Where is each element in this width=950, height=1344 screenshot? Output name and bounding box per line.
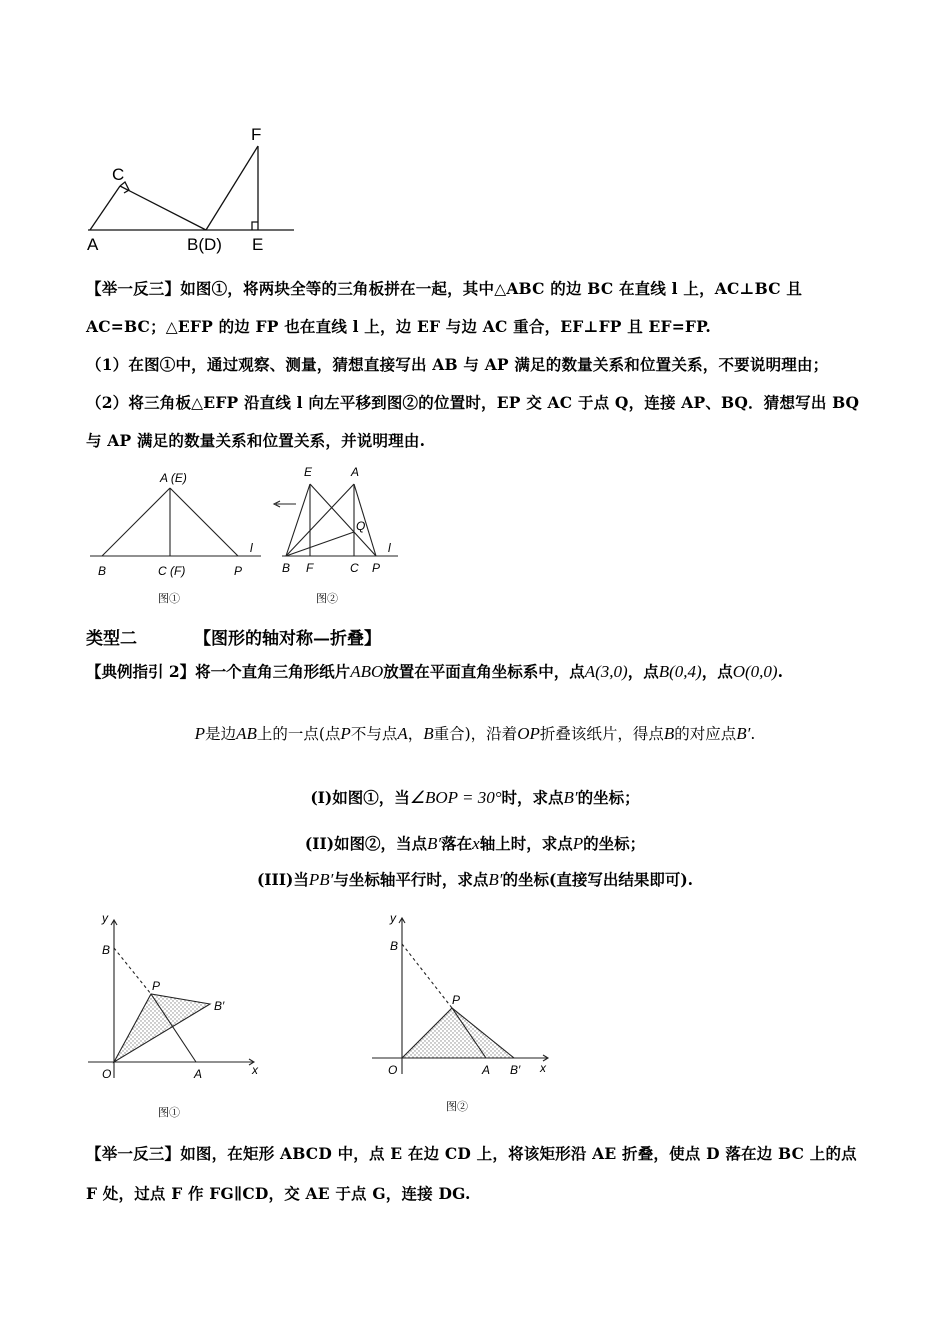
part2-pre: (II)如图②，当点 xyxy=(304,834,428,853)
figure-pair-2-fig2 xyxy=(368,908,568,1118)
fig2-label-b: B xyxy=(282,561,291,575)
problem2-text xyxy=(86,1134,876,1214)
part1-post: 时，求点 xyxy=(501,788,564,807)
figure-pair-2-fig1 xyxy=(84,908,274,1128)
f3-caption: 图① xyxy=(158,1107,180,1119)
figure-pair-1 xyxy=(86,464,406,614)
f3-label-b: B xyxy=(102,943,111,957)
problem1-q2-line1: （2）将三角板△EFP 沿直线 l 向左平移到图②的位置时，EP 交 AC 于点 Q，连接 AP、BQ．猜想写出 BQ xyxy=(86,393,860,412)
part1-line xyxy=(0,786,950,808)
part3-mid: 与坐标轴平行时，求点 xyxy=(333,870,489,889)
example2-point-b: B(0,4) xyxy=(658,662,702,681)
example2-point-o: O(0,0) xyxy=(732,662,778,681)
section-type-label: 类型二 xyxy=(86,629,137,649)
part2-line xyxy=(0,832,950,854)
part1-bp: B′ xyxy=(563,788,578,807)
f4-label-y: y xyxy=(390,911,396,925)
f3-label-x: x xyxy=(252,1063,258,1077)
part1-pre: (I)如图①，当 xyxy=(310,788,410,807)
part2-bp: B′ xyxy=(427,834,442,853)
f4-label-x: x xyxy=(540,1061,546,1075)
f4-label-o: O xyxy=(388,1063,398,1077)
figure-top xyxy=(80,118,300,258)
part3-pb: PB′ xyxy=(308,870,334,889)
p-line-bp: B′ xyxy=(736,724,751,743)
label-a: A xyxy=(87,235,99,254)
problem1-line1: 【举一反三】如图①，将两块全等的三角板拼在一起，其中△ABC 的边 BC 在直线 l 上，AC⊥BC 且 xyxy=(86,279,803,298)
p-line-p2: P xyxy=(340,724,351,743)
p-line-b: B xyxy=(423,724,434,743)
f3-label-a: A xyxy=(194,1067,203,1081)
fig2-label-p: P xyxy=(372,561,381,575)
f3-label-p: P xyxy=(152,979,161,993)
example2-prefix: 【典例指引 2】将一个直角三角形纸片 xyxy=(86,662,351,681)
example2-sep1: ，点 xyxy=(627,662,659,681)
fig1-label-cf: C (F) xyxy=(158,564,186,578)
part1-angle: ∠BOP = 30° xyxy=(409,788,502,807)
fig2-label-q: Q xyxy=(356,519,366,533)
fig1-label-p: P xyxy=(234,564,243,578)
p-line-a: A xyxy=(397,724,408,743)
fig1-label-ae: A (E) xyxy=(160,471,187,485)
problem2-line1: 【举一反三】如图，在矩形 ABCD 中，点 E 在边 CD 上，将该矩形沿 AE 折叠，使点 D 落在边 BC 上的点 xyxy=(86,1144,857,1163)
f4-label-bprime: B′ xyxy=(510,1063,521,1077)
f3-label-bprime: B′ xyxy=(214,999,225,1013)
fig1-label-b: B xyxy=(98,564,107,578)
example2-tri: ABO xyxy=(350,662,384,681)
f3-label-y: y xyxy=(102,911,108,925)
fig2-caption: 图② xyxy=(316,593,338,605)
part3-end: 的坐标(直接写出结果即可). xyxy=(502,870,694,889)
example2-end: . xyxy=(777,662,783,681)
label-f: F xyxy=(251,125,262,144)
problem1-text xyxy=(86,270,876,460)
label-c: C xyxy=(112,165,125,184)
p-line-t6: 折叠该纸片，得点 xyxy=(539,725,664,743)
part2-x: x xyxy=(472,834,480,853)
part2-p: P xyxy=(572,834,584,853)
part2-end: 的坐标； xyxy=(583,834,646,853)
p-line-b2: B xyxy=(663,724,675,743)
p-line-t3: 不与点 xyxy=(350,725,398,743)
label-e: E xyxy=(252,235,264,254)
part3-pre: (III)当 xyxy=(256,870,309,889)
p-line-t4: ， xyxy=(407,725,424,743)
p-line-t2: 上的一点(点 xyxy=(256,725,341,743)
problem1-q1: （1）在图①中，通过观察、测量，猜想直接写出 AB 与 AP 满足的数量关系和位置关系，不要说明理由； xyxy=(86,355,829,374)
p-line-ab: AB xyxy=(236,724,257,743)
fig2-label-f: F xyxy=(306,561,314,575)
part3-bp: B′ xyxy=(488,870,503,889)
part2-mid2: 轴上时，求点 xyxy=(479,834,573,853)
problem1-q2-line2: 与 AP 满足的数量关系和位置关系，并说明理由. xyxy=(86,431,426,450)
example2-point-a: A(3,0) xyxy=(584,662,628,681)
p-line-t5: 重合)，沿着 xyxy=(433,725,518,743)
p-line-p: P xyxy=(194,724,206,743)
fig1-caption: 图① xyxy=(158,593,180,605)
label-bd: B(D) xyxy=(187,235,222,254)
p-line-op: OP xyxy=(517,724,540,743)
f4-label-a: A xyxy=(482,1063,491,1077)
problem1-line2: AC=BC；△EFP 的边 FP 也在直线 l 上，边 EF 与边 AC 重合，EF⊥FP 且 EF=FP. xyxy=(86,317,712,336)
fig2-label-l: l xyxy=(388,541,391,555)
p-line-t8: . xyxy=(750,725,756,743)
example2-sep2: ，点 xyxy=(701,662,733,681)
f4-label-b: B xyxy=(390,939,399,953)
section-title: 【图形的轴对称—折叠】 xyxy=(194,629,381,649)
fig1-label-l: l xyxy=(250,541,253,555)
part1-end: 的坐标； xyxy=(577,788,640,807)
fig2-label-e: E xyxy=(304,465,313,479)
f3-label-o: O xyxy=(102,1067,112,1081)
p-line xyxy=(0,722,950,744)
fig2-label-c: C xyxy=(350,561,359,575)
f4-caption: 图② xyxy=(446,1101,468,1113)
p-line-t7: 的对应点 xyxy=(674,725,737,743)
p-line-t1: 是边 xyxy=(205,725,237,743)
example2-line xyxy=(86,660,783,682)
problem2-line2: F 处，过点 F 作 FG∥CD，交 AE 于点 G，连接 DG. xyxy=(86,1184,471,1203)
fig2-label-a: A xyxy=(351,465,360,479)
part3-line xyxy=(0,868,950,890)
example2-middle: 放置在平面直角坐标系中，点 xyxy=(383,662,585,681)
part2-mid: 落在 xyxy=(441,834,473,853)
f4-label-p: P xyxy=(452,993,461,1007)
